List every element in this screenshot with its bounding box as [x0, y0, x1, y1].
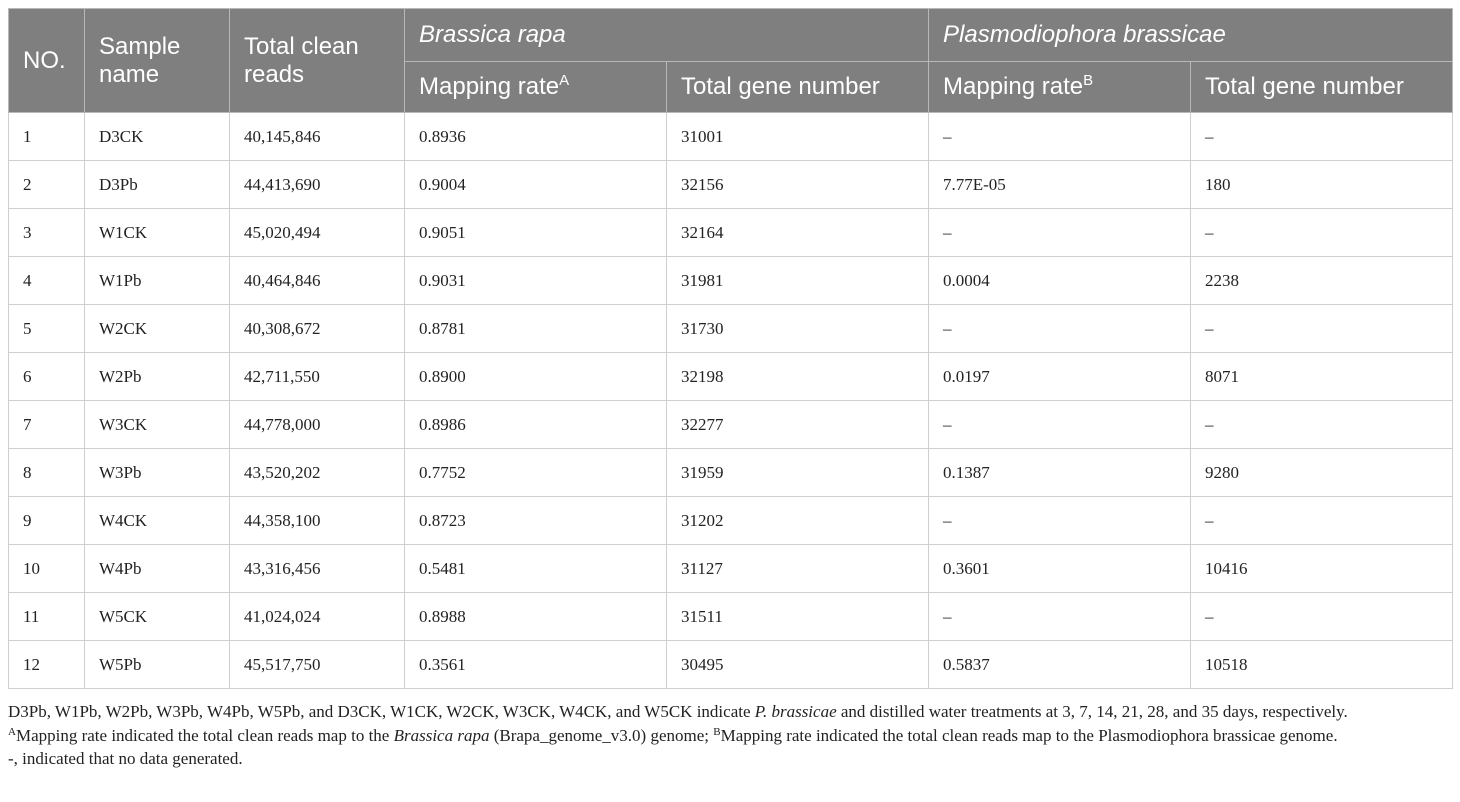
cell-br-gene-number: 32156: [667, 161, 929, 209]
cell-total-clean-reads: 43,520,202: [230, 449, 405, 497]
footnote-text: and distilled water treatments at 3, 7, 14, 21, 28, and 35 days, respectively.: [836, 702, 1348, 721]
cell-pb-gene-number: 2238: [1191, 257, 1453, 305]
cell-total-clean-reads: 45,517,750: [230, 641, 405, 689]
cell-sample-name: W1CK: [85, 209, 230, 257]
footnote-species-italic: P. brassicae: [754, 702, 837, 721]
cell-br-mapping-rate: 0.8900: [405, 353, 667, 401]
cell-pb-mapping-rate: 0.5837: [929, 641, 1191, 689]
cell-br-gene-number: 32164: [667, 209, 929, 257]
cell-br-mapping-rate: 0.3561: [405, 641, 667, 689]
cell-no: 5: [9, 305, 85, 353]
cell-no: 9: [9, 497, 85, 545]
cell-no: 4: [9, 257, 85, 305]
header-mapping-rate-label: Mapping rate: [419, 73, 560, 100]
cell-total-clean-reads: 40,464,846: [230, 257, 405, 305]
cell-pb-gene-number: 180: [1191, 161, 1453, 209]
cell-sample-name: W2Pb: [85, 353, 230, 401]
cell-br-mapping-rate: 0.8936: [405, 113, 667, 161]
cell-no: 3: [9, 209, 85, 257]
cell-no: 2: [9, 161, 85, 209]
footnote-text: D3Pb, W1Pb, W2Pb, W3Pb, W4Pb, W5Pb, and D3CK, W1CK, W2CK, W3CK, W4CK, and W5CK indicate: [8, 702, 755, 721]
cell-br-mapping-rate: 0.9031: [405, 257, 667, 305]
cell-total-clean-reads: 44,358,100: [230, 497, 405, 545]
cell-pb-mapping-rate: 0.0004: [929, 257, 1191, 305]
header-group-brassica-rapa: Brassica rapa: [405, 9, 929, 62]
table-row: [9, 641, 1453, 689]
cell-sample-name: W3Pb: [85, 449, 230, 497]
cell-pb-gene-number: –: [1191, 113, 1453, 161]
table-row: [9, 257, 1453, 305]
table-row: [9, 113, 1453, 161]
footnote-no-data: -, indicated that no data generated.: [8, 749, 243, 768]
footnote-marker-b: B: [713, 725, 721, 738]
cell-no: 10: [9, 545, 85, 593]
cell-pb-mapping-rate: 7.77E-05: [929, 161, 1191, 209]
footnote-marker-a: A: [559, 72, 570, 89]
cell-sample-name: W2CK: [85, 305, 230, 353]
header-no: NO.: [9, 9, 85, 113]
header-br-mapping-rate: [405, 62, 667, 113]
cell-sample-name: W5CK: [85, 593, 230, 641]
cell-total-clean-reads: 45,020,494: [230, 209, 405, 257]
cell-pb-gene-number: 9280: [1191, 449, 1453, 497]
cell-no: 6: [9, 353, 85, 401]
cell-br-mapping-rate: 0.9051: [405, 209, 667, 257]
footnote-marker-a: A: [8, 725, 16, 738]
cell-total-clean-reads: 44,778,000: [230, 401, 405, 449]
cell-br-gene-number: 31202: [667, 497, 929, 545]
cell-br-mapping-rate: 0.8986: [405, 401, 667, 449]
header-pb-total-gene-number: Total gene number: [1191, 62, 1453, 113]
data-table: [8, 8, 1453, 689]
cell-sample-name: D3Pb: [85, 161, 230, 209]
cell-total-clean-reads: 42,711,550: [230, 353, 405, 401]
cell-br-mapping-rate: 0.9004: [405, 161, 667, 209]
cell-br-mapping-rate: 0.8988: [405, 593, 667, 641]
cell-pb-mapping-rate: 0.0197: [929, 353, 1191, 401]
cell-sample-name: W3CK: [85, 401, 230, 449]
cell-br-mapping-rate: 0.8781: [405, 305, 667, 353]
cell-pb-mapping-rate: –: [929, 305, 1191, 353]
cell-no: 8: [9, 449, 85, 497]
cell-total-clean-reads: 40,145,846: [230, 113, 405, 161]
cell-no: 1: [9, 113, 85, 161]
cell-pb-gene-number: 10416: [1191, 545, 1453, 593]
header-sample-name: Sample name: [85, 9, 230, 113]
table-footnotes: [8, 700, 1452, 771]
cell-pb-mapping-rate: –: [929, 593, 1191, 641]
cell-br-gene-number: 31511: [667, 593, 929, 641]
cell-total-clean-reads: 44,413,690: [230, 161, 405, 209]
footnote-text: Mapping rate indicated the total clean reads map to the Plasmodiophora brassicae genome.: [720, 725, 1338, 745]
cell-pb-gene-number: –: [1191, 209, 1453, 257]
cell-no: 7: [9, 401, 85, 449]
footnote-mapping-rate: [8, 724, 1452, 748]
footnote-marker-b: B: [1083, 72, 1094, 89]
cell-pb-mapping-rate: –: [929, 401, 1191, 449]
cell-sample-name: D3CK: [85, 113, 230, 161]
cell-sample-name: W5Pb: [85, 641, 230, 689]
cell-br-mapping-rate: 0.7752: [405, 449, 667, 497]
footnote-text: (Brapa_genome_v3.0) genome;: [489, 725, 714, 745]
cell-br-mapping-rate: 0.8723: [405, 497, 667, 545]
cell-pb-gene-number: –: [1191, 497, 1453, 545]
cell-pb-gene-number: –: [1191, 305, 1453, 353]
header-group-plasmodiophora: Plasmodiophora brassicae: [929, 9, 1453, 62]
cell-br-gene-number: 32198: [667, 353, 929, 401]
table-row: [9, 161, 1453, 209]
cell-pb-gene-number: 10518: [1191, 641, 1453, 689]
cell-br-gene-number: 31959: [667, 449, 929, 497]
cell-pb-gene-number: 8071: [1191, 353, 1453, 401]
cell-sample-name: W4CK: [85, 497, 230, 545]
cell-br-mapping-rate: 0.5481: [405, 545, 667, 593]
cell-pb-gene-number: –: [1191, 593, 1453, 641]
footnote-species-italic: Brassica rapa: [393, 725, 490, 745]
header-pb-mapping-rate: [929, 62, 1191, 113]
cell-sample-name: W4Pb: [85, 545, 230, 593]
table-row: [9, 353, 1453, 401]
footnote-text: Mapping rate indicated the total clean reads map to the: [15, 725, 394, 745]
cell-total-clean-reads: 41,024,024: [230, 593, 405, 641]
cell-no: 12: [9, 641, 85, 689]
header-total-clean-reads: Total clean reads: [230, 9, 405, 113]
cell-total-clean-reads: 40,308,672: [230, 305, 405, 353]
cell-sample-name: W1Pb: [85, 257, 230, 305]
table-row: [9, 545, 1453, 593]
table-row: [9, 209, 1453, 257]
table-row: [9, 593, 1453, 641]
cell-br-gene-number: 31001: [667, 113, 929, 161]
cell-br-gene-number: 30495: [667, 641, 929, 689]
cell-pb-mapping-rate: –: [929, 209, 1191, 257]
table-row: [9, 449, 1453, 497]
table-row: [9, 497, 1453, 545]
cell-br-gene-number: 32277: [667, 401, 929, 449]
cell-pb-mapping-rate: 0.1387: [929, 449, 1191, 497]
cell-pb-mapping-rate: 0.3601: [929, 545, 1191, 593]
cell-br-gene-number: 31730: [667, 305, 929, 353]
cell-br-gene-number: 31981: [667, 257, 929, 305]
cell-no: 11: [9, 593, 85, 641]
footnote-treatments: [8, 700, 1452, 724]
cell-pb-mapping-rate: –: [929, 113, 1191, 161]
table-row: [9, 305, 1453, 353]
table-container: [8, 8, 1452, 689]
table-row: [9, 401, 1453, 449]
header-mapping-rate-label: Mapping rate: [943, 73, 1084, 100]
header-br-total-gene-number: Total gene number: [667, 62, 929, 113]
cell-br-gene-number: 31127: [667, 545, 929, 593]
cell-pb-gene-number: –: [1191, 401, 1453, 449]
cell-total-clean-reads: 43,316,456: [230, 545, 405, 593]
cell-pb-mapping-rate: –: [929, 497, 1191, 545]
